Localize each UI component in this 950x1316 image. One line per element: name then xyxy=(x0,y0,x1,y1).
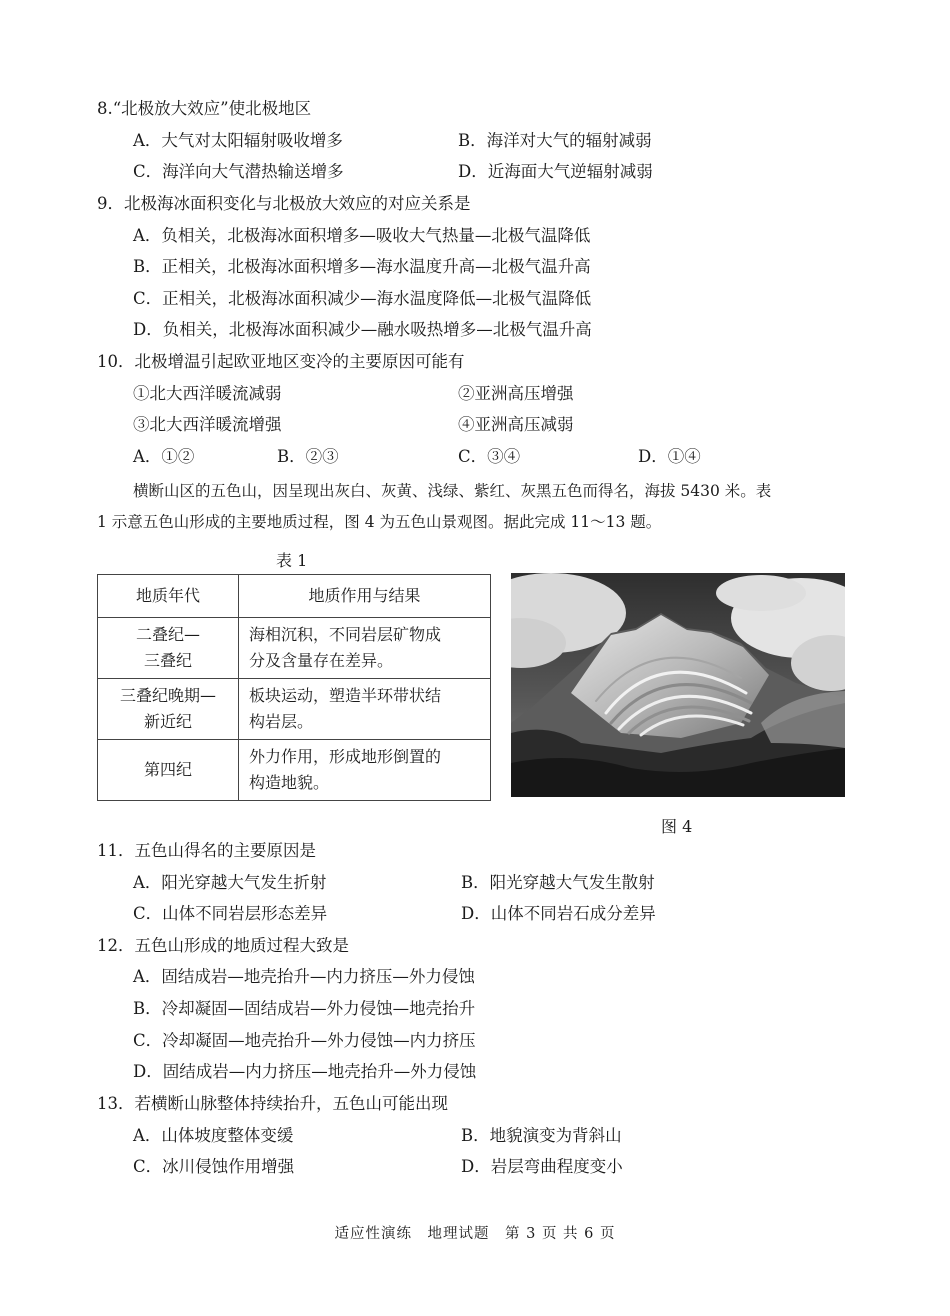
passage-line-2: 1 示意五色山形成的主要地质过程，图 4 为五色山景观图。据此完成 11～13 题。 xyxy=(97,513,662,531)
figure-caption: 图 4 xyxy=(661,817,693,836)
q8-option-b[interactable]: B．海洋对大气的辐射减弱 xyxy=(458,131,652,150)
process-text: 海相沉积，不同岩层矿物成 xyxy=(249,625,442,644)
q10-item-4: ④亚洲高压减弱 xyxy=(458,415,574,434)
process-text: 构造地貌。 xyxy=(249,773,330,792)
q10-option-d[interactable]: D．①④ xyxy=(638,447,701,466)
q12-option-a[interactable]: A．固结成岩—地壳抬升—内力挤压—外力侵蚀 xyxy=(133,967,475,986)
q12-option-b[interactable]: B．冷却凝固—固结成岩—外力侵蚀—地壳抬升 xyxy=(133,999,476,1018)
q11-option-b[interactable]: B．阳光穿越大气发生散射 xyxy=(461,873,655,892)
process-text: 板块运动，塑造半环带状结 xyxy=(249,686,442,705)
q12-option-c[interactable]: C．冷却凝固—地壳抬升—外力侵蚀—内力挤压 xyxy=(133,1031,476,1050)
q9-option-b[interactable]: B．正相关，北极海冰面积增多—海水温度升高—北极气温升高 xyxy=(133,257,591,276)
q12-option-d[interactable]: D．固结成岩—内力挤压—地壳抬升—外力侵蚀 xyxy=(133,1062,477,1081)
q10-option-a[interactable]: A．①② xyxy=(133,447,195,466)
passage-line-1: 横断山区的五色山，因呈现出灰白、灰黄、浅绿、紫红、灰黑五色而得名，海拔 5430 米。表 xyxy=(133,482,772,500)
q13-option-b[interactable]: B．地貌演变为背斜山 xyxy=(461,1126,622,1145)
q10-item-2: ②亚洲高压增强 xyxy=(458,384,574,403)
q9-option-c[interactable]: C．正相关，北极海冰面积减少—海水温度降低—北极气温降低 xyxy=(133,289,592,308)
header-process: 地质作用与结果 xyxy=(239,575,491,618)
table-row xyxy=(98,679,491,740)
header-era: 地质年代 xyxy=(98,575,239,618)
era-cell xyxy=(98,740,239,801)
q10-option-c[interactable]: C．③④ xyxy=(458,447,521,466)
q11-option-a[interactable]: A．阳光穿越大气发生折射 xyxy=(133,873,327,892)
q8-stem: 8.“北极放大效应”使北极地区 xyxy=(97,99,312,118)
page-footer: 适应性演练 地理试题 第 3 页 共 6 页 xyxy=(334,1226,616,1242)
q12-stem: 12．五色山形成的地质过程大致是 xyxy=(97,936,349,955)
geology-table xyxy=(97,574,491,801)
era-text: 新近纪 xyxy=(143,712,192,731)
q11-stem: 11．五色山得名的主要原因是 xyxy=(97,841,316,860)
q13-option-a[interactable]: A．山体坡度整体变缓 xyxy=(133,1126,294,1145)
era-text: 二叠纪— xyxy=(135,625,200,644)
era-text: 第四纪 xyxy=(143,760,192,779)
era-cell xyxy=(98,679,239,740)
q10-item-3: ③北大西洋暖流增强 xyxy=(133,415,282,434)
q9-option-d[interactable]: D．负相关，北极海冰面积减少—融水吸热增多—北极气温升高 xyxy=(133,320,592,339)
process-cell xyxy=(239,679,491,740)
q10-option-b[interactable]: B．②③ xyxy=(277,447,339,466)
q11-option-d[interactable]: D．山体不同岩石成分差异 xyxy=(461,904,656,923)
q10-stem: 10．北极增温引起欧亚地区变冷的主要原因可能有 xyxy=(97,352,465,371)
table-row xyxy=(98,618,491,679)
table-header-row xyxy=(98,575,491,618)
era-text: 三叠纪晚期— xyxy=(119,686,216,705)
process-cell xyxy=(239,740,491,801)
q13-option-c[interactable]: C．冰川侵蚀作用增强 xyxy=(133,1157,295,1176)
q8-option-c[interactable]: C．海洋向大气潜热输送增多 xyxy=(133,162,344,181)
q9-option-a[interactable]: A．负相关，北极海冰面积增多—吸收大气热量—北极气温降低 xyxy=(133,226,591,245)
table-title: 表 1 xyxy=(276,551,308,570)
era-cell xyxy=(98,618,239,679)
process-text: 构岩层。 xyxy=(249,712,314,731)
q13-option-d[interactable]: D．岩层弯曲程度变小 xyxy=(461,1157,623,1176)
table-row xyxy=(98,740,491,801)
era-text: 三叠纪 xyxy=(143,651,192,670)
q8-option-a[interactable]: A．大气对太阳辐射吸收增多 xyxy=(133,131,343,150)
mountain-photo xyxy=(511,573,845,797)
process-cell xyxy=(239,618,491,679)
q13-stem: 13．若横断山脉整体持续抬升，五色山可能出现 xyxy=(97,1094,448,1113)
process-text: 外力作用，形成地形倒置的 xyxy=(249,747,442,766)
q9-stem: 9．北极海冰面积变化与北极放大效应的对应关系是 xyxy=(97,194,471,213)
q10-item-1: ①北大西洋暖流减弱 xyxy=(133,384,282,403)
process-text: 分及含量存在差异。 xyxy=(249,651,394,670)
q11-option-c[interactable]: C．山体不同岩层形态差异 xyxy=(133,904,328,923)
q8-option-d[interactable]: D．近海面大气逆辐射减弱 xyxy=(458,162,653,181)
